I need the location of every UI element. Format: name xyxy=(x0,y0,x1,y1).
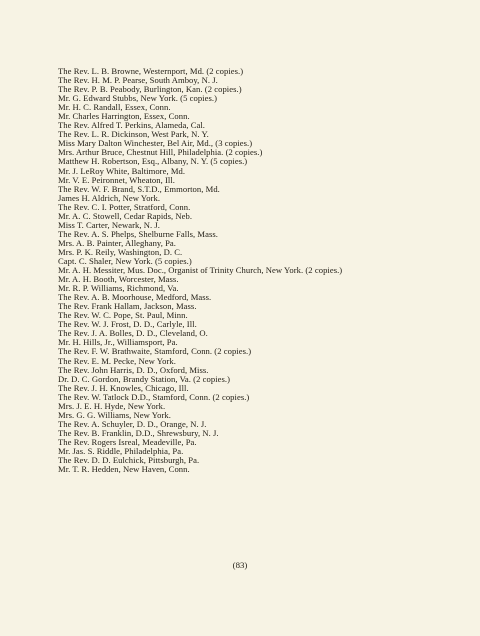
subscriber-entry: Capt. C. Shaler, New York. (5 copies.) xyxy=(58,255,192,266)
subscriber-entry: The Rev. W. Tatlock D.D., Stamford, Conn. (2 copies.) xyxy=(58,391,250,402)
subscriber-entry: The Rev. D. D. Eulchick, Pittsburgh, Pa. xyxy=(58,455,200,466)
subscriber-entry: Matthew H. Robertson, Esq., Albany, N. Y. (5 copies.) xyxy=(58,156,248,167)
subscriber-entry: The Rev. J. A. Bolles, D. D., Cleveland, O. xyxy=(58,328,208,339)
subscriber-entry: Mrs. G. G. Williams, New York. xyxy=(58,409,171,420)
page-number: (83) xyxy=(232,560,248,570)
subscriber-entry: Mrs. P. K. Reily, Washington, D. C. xyxy=(58,246,183,257)
subscriber-entry: Mr. Jas. S. Riddle, Philadelphia, Pa. xyxy=(58,445,184,456)
subscriber-entry: Dr. D. C. Gordon, Brandy Station, Va. (2 copies.) xyxy=(58,373,230,384)
subscriber-entry: Miss T. Carter, Newark, N. J. xyxy=(58,219,160,230)
subscriber-entry: The Rev. F. W. Brathwaite, Stamford, Conn. (2 copies.) xyxy=(58,346,252,357)
subscriber-entry: Mr. V. E. Peironnet, Wheaton, Ill. xyxy=(58,174,175,185)
subscriber-entry: The Rev. W. C. Pope, St. Paul, Minn. xyxy=(58,310,188,321)
subscriber-entry: Mr. A. C. Stowell, Cedar Rapids, Neb. xyxy=(58,210,193,221)
subscriber-entry: The Rev. Rogers Isreal, Meadeville, Pa. xyxy=(58,436,197,447)
subscriber-entry: Mr. H. Hills, Jr., Williamsport, Pa. xyxy=(58,337,178,348)
subscriber-entry: The Rev. A. B. Moorhouse, Medford, Mass. xyxy=(58,292,212,303)
subscriber-entry: Mr. A. H. Booth, Worcester, Mass. xyxy=(58,274,179,285)
subscriber-entry: Mr. A. H. Messiter, Mus. Doc., Organist of Trinity Church, New York. (2 copies.) xyxy=(58,265,343,276)
subscriber-entry: The Rev. C. I. Potter, Stratford, Conn. xyxy=(58,201,191,212)
subscriber-entry: The Rev. A. S. Phelps, Shelburne Falls, Mass. xyxy=(58,228,218,239)
subscriber-entry: The Rev. W. J. Frost, D. D., Carlyle, Ill. xyxy=(58,319,197,330)
subscriber-entry: The Rev. Alfred T. Perkins, Alameda, Cal. xyxy=(58,120,205,131)
subscriber-entry: Mr. T. R. Hedden, New Haven, Conn. xyxy=(58,464,190,475)
subscriber-entry: Mr. H. C. Randall, Essex, Conn. xyxy=(58,102,171,113)
subscriber-entry: Mr. G. Edward Stubbs, New York. (5 copies.) xyxy=(58,93,217,104)
subscriber-entry: Mr. J. LeRoy White, Baltimore, Md. xyxy=(58,165,186,176)
subscriber-entry: The Rev. W. F. Brand, S.T.D., Emmorton, Md. xyxy=(58,183,220,194)
subscriber-entry: The Rev. E. M. Pecke, New York. xyxy=(58,355,176,366)
subscriber-entry: The Rev. John Harris, D. D., Oxford, Miss. xyxy=(58,364,209,375)
subscriber-entry: The Rev. L. B. Browne, Westernport, Md. (2 copies.) xyxy=(58,66,244,76)
subscriber-entry: The Rev. A. Schuyler, D. D., Orange, N. J. xyxy=(58,418,207,429)
subscriber-list xyxy=(58,67,470,474)
subscriber-entry: The Rev. P. B. Peabody, Burlington, Kan. (2 copies.) xyxy=(58,84,242,95)
subscriber-entry: The Rev. Frank Hallam, Jackson, Mass. xyxy=(58,301,197,312)
subscriber-entry: The Rev. B. Franklin, D.D., Shrewsbury, N. J. xyxy=(58,427,219,438)
subscriber-entry: Miss Mary Dalton Winchester, Bel Air, Md., (3 copies.) xyxy=(58,138,253,149)
subscriber-entry: Mrs. J. E. H. Hyde, New York. xyxy=(58,400,166,411)
subscriber-entry: The Rev. J. H. Knowles, Chicago, Ill. xyxy=(58,382,189,393)
subscriber-entry: Mrs. Arthur Bruce, Chestnut Hill, Philadelphia. (2 copies.) xyxy=(58,147,263,158)
subscriber-entry: Mr. R. P. Williams, Richmond, Va. xyxy=(58,283,179,294)
subscriber-entry: The Rev. L. R. Dickinson, West Park, N. Y. xyxy=(58,129,209,140)
subscriber-entry: James H. Aldrich, New York. xyxy=(58,192,161,203)
subscriber-entry: Mrs. A. B. Painter, Alleghany, Pa. xyxy=(58,237,176,248)
subscriber-entry: The Rev. H. M. P. Pearse, South Amboy, N. J. xyxy=(58,75,218,86)
subscriber-entry: Mr. Charles Harrington, Essex, Conn. xyxy=(58,111,190,122)
